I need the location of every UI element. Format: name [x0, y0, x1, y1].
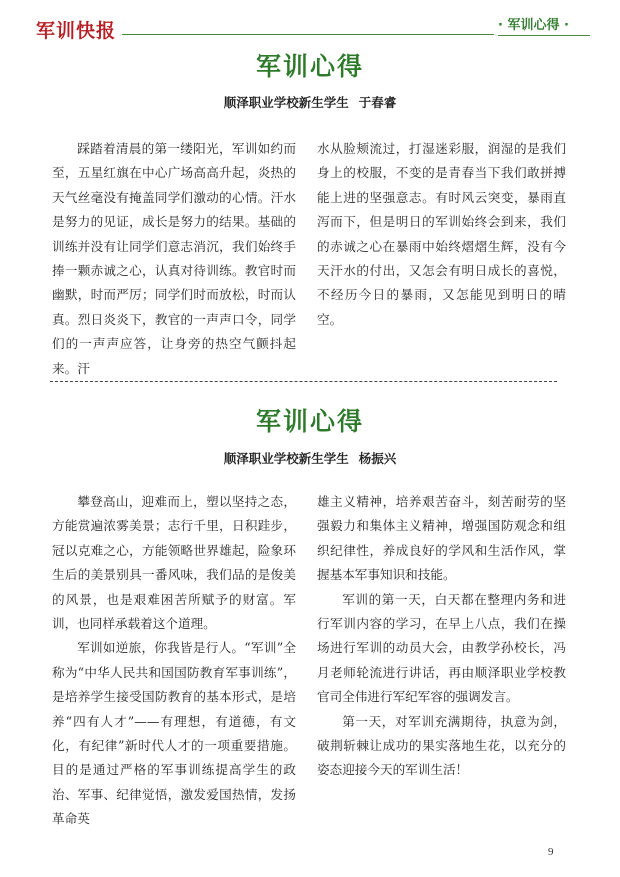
article-1-title: 军训心得: [255, 52, 364, 81]
newsletter-title: 军训快报: [36, 20, 117, 42]
article-1-paragraph: 踩踏着清晨的第一缕阳光，军训如约而至，五星红旗在中心广场高高升起，炎热的天气丝毫没有掩盖同学们激动的心情。汗水是努力的见证，成长是努力的结果。基础的训练并没有让同学们意志消沉，我们始终手捧一颗赤诚之心，认真对待训练。教官时而幽默，时而严厉；同学们时而放松，时而认真。烈日炎炎下，教官的一声声口令，同学们的一声声应答，让身旁的热空气颤抖起来。汗: [52, 141, 296, 376]
article-2-title: 军训心得: [255, 407, 364, 436]
article-2-author-name: 杨振兴: [358, 451, 397, 466]
article-1-author-school: 顺泽职业学校新生学生: [223, 95, 349, 110]
page-number: 9: [548, 846, 554, 858]
article-divider: [50, 381, 557, 382]
section-label-text: · 军训心得 ·: [498, 18, 569, 33]
article-2-left-column: [52, 490, 296, 832]
header-rule: [122, 34, 494, 35]
article-2-paragraph: 第一天，对军训充满期待，执意为剑，破荆斩棘让成功的果实落地生花，以充分的姿态迎接今天的军训生活！: [317, 713, 566, 778]
section-label: [498, 17, 590, 36]
article-2-byline: [0, 449, 620, 467]
article-1-author-name: 于春睿: [358, 95, 397, 110]
article-2-paragraph: 雄主义精神，培养艰苦奋斗，刻苦耐劳的坚强毅力和集体主义精神，增强国防观念和组织纪律性，养成良好的学风和生活作风，掌握基本军事知识和技能。: [317, 494, 566, 583]
article-1-byline: [0, 93, 620, 111]
article-1-right-column: [317, 137, 566, 332]
article-1-left-column: [52, 137, 296, 381]
article-2-author-school: 顺泽职业学校新生学生: [223, 451, 349, 466]
article-2-paragraph: 攀登高山，迎难而上，塑以坚持之态，方能赏遍浓雾美景；志行千里，日积跬步，冠以克难之心，方能领略世界雄起，险象环生后的美景别具一番风味，我们品的是俊美的风景，也是艰难困苦所赋予的财富。军训，也同样承载着这个道理。: [52, 494, 296, 632]
article-2-right-column: [317, 490, 566, 783]
article-2-paragraph: 军训如逆旅，你我皆是行人。“军训”全称为“中华人民共和国国防教育军事训练”，是培养学生接受国防教育的基本形式，是培养“四有人才”——有理想，有道德，有文化，有纪律”新时代人才的一项重要措施。目的是通过严格的军事训练提高学生的政治、军事、纪律觉悟，激发爱国热情，发扬革命英: [52, 640, 296, 827]
article-2-paragraph: 军训的第一天，白天都在整理内务和进行军训内容的学习，在早上八点，我们在操场进行军训的动员大会，由教学孙校长，冯月老师轮流进行讲话，再由顺泽职业学校教官司全伟进行军纪军容的强调发言。: [317, 591, 566, 705]
article-1-paragraph: 水从脸颊流过，打湿迷彩服，润湿的是我们身上的校服，不变的是青春当下我们敢拼搏能上进的坚强意志。有时风云突变，暴雨直泻而下，但是明日的军训始终会到来，我们的赤诚之心在暴雨中始终熠熠生辉，没有今天汗水的付出，又怎会有明日成长的喜悦，不经历今日的暴雨，又怎能见到明日的晴空。: [317, 141, 566, 327]
